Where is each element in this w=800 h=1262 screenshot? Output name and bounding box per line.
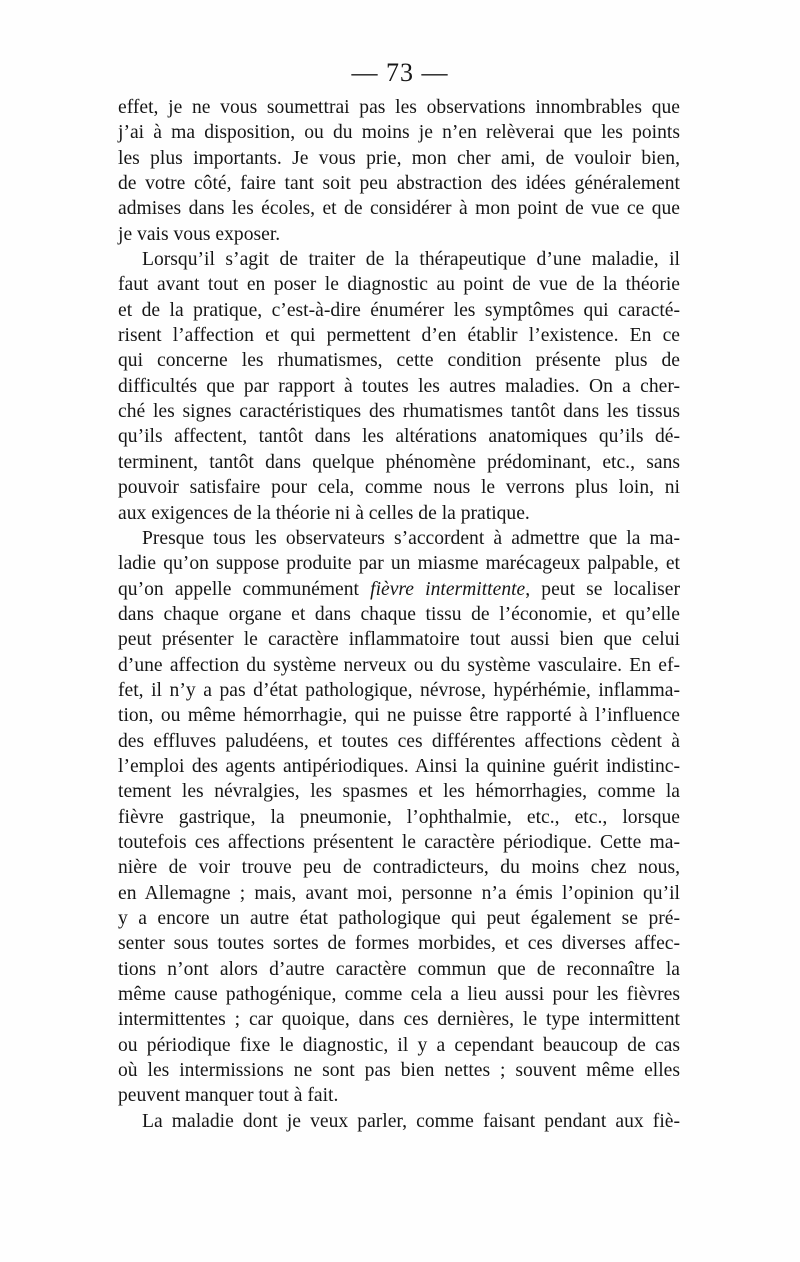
text-line: terminent, tantôt dans quelque phénomène prédominant, etc., sans — [118, 451, 680, 473]
text-line: aux exigences de la théorie ni à celles de la pratique. — [118, 502, 530, 524]
text-line: en Allemagne ; mais, avant moi, personne n’a émis l’opinion qu’il — [118, 882, 680, 904]
text-line: nière de voir trouve peu de contradicteurs, du moins chez nous, — [118, 857, 680, 879]
text-line: j’ai à ma disposition, ou du moins je n’en relèverai que les points — [118, 122, 680, 144]
text-line: tion, ou même hémorrhagie, qui ne puisse être rapporté à l’influence — [118, 705, 680, 727]
paragraph-start-line: Lorsqu’il s’agit de traiter de la thérapeutique d’une maladie, il — [142, 249, 680, 271]
text-line: risent l’affection et qui permettent d’en établir l’existence. En ce — [118, 325, 680, 347]
italic-term: fièvre intermittente — [370, 578, 526, 600]
page-number: — 73 — — [351, 58, 449, 87]
text-line: peuvent manquer tout à fait. — [118, 1085, 339, 1107]
text-line: où les intermissions ne sont pas bien nettes ; souvent même elles — [118, 1060, 680, 1082]
body-text — [118, 95, 680, 1134]
text-line: les plus importants. Je vous prie, mon cher ami, de vouloir bien, — [118, 147, 680, 169]
text-line: effet, je ne vous soumettrai pas les observations innombrables que — [118, 97, 680, 118]
text-line: d’une affection du système nerveux ou du système vasculaire. En ef- — [118, 654, 680, 676]
text-segment: , peut se localiser — [525, 578, 680, 600]
text-line: ladie qu’on suppose produite par un miasme marécageux palpable, et — [118, 553, 680, 575]
text-line: de votre côté, faire tant soit peu abstraction des idées généralement — [118, 173, 680, 195]
paragraph-start-line: Presque tous les observateurs s’accordent à admettre que la ma- — [142, 527, 680, 549]
text-line: difficultés que par rapport à toutes les autres maladies. On a cher- — [118, 375, 680, 397]
text-line-with-italic — [118, 577, 680, 602]
text-line: fet, il n’y a pas d’état pathologique, névrose, hypérhémie, inflamma- — [118, 679, 680, 701]
text-line: admises dans les écoles, et de considérer à mon point de vue ce que — [118, 198, 680, 220]
text-line: dans chaque organe et dans chaque tissu de l’économie, et qu’elle — [118, 603, 680, 625]
text-line: senter sous toutes sortes de formes morbides, et ces diverses affec- — [118, 933, 680, 955]
text-line: je vais vous exposer. — [118, 223, 281, 245]
text-line: faut avant tout en poser le diagnostic au point de vue de la théorie — [118, 274, 680, 296]
text-line: l’emploi des agents antipériodiques. Ainsi la quinine guérit indistinc- — [118, 755, 680, 777]
text-line: tions n’ont alors d’autre caractère commun que de reconnaître la — [118, 958, 680, 980]
text-line: et de la pratique, c’est-à-dire énumérer les symptômes qui caracté- — [118, 299, 680, 321]
text-line: qui concerne les rhumatismes, cette condition présente plus de — [118, 350, 680, 372]
text-line: intermittentes ; car quoique, dans ces dernières, le type intermittent — [118, 1009, 680, 1031]
text-line: pouvoir satisfaire pour cela, comme nous le verrons plus loin, ni — [118, 477, 680, 499]
text-line: tement les névralgies, les spasmes et les hémorrhagies, comme la — [118, 781, 680, 803]
text-line: y a encore un autre état pathologique qui peut également se pré- — [118, 908, 680, 929]
text-line: même cause pathogénique, comme cela a lieu aussi pour les fièvres — [118, 984, 680, 1006]
paragraph-start-line: La maladie dont je veux parler, comme faisant pendant aux fiè- — [142, 1110, 680, 1132]
text-line: ché les signes caractéristiques des rhumatismes tantôt dans les tissus — [118, 401, 680, 423]
text-line: toutefois ces affections présentent le caractère périodique. Cette ma- — [118, 831, 680, 853]
text-line: des effluves paludéens, et toutes ces différentes affections cèdent à — [118, 730, 680, 752]
text-line: ou périodique fixe le diagnostic, il y a cependant beaucoup de cas — [118, 1034, 680, 1056]
text-segment: qu’on appelle communément — [118, 578, 371, 600]
text-line: peut présenter le caractère inflammatoire tout aussi bien que celui — [118, 629, 680, 651]
text-line: qu’ils affectent, tantôt dans les altérations anatomiques qu’ils dé- — [118, 426, 680, 448]
text-line: fièvre gastrique, la pneumonie, l’ophthalmie, etc., etc., lorsque — [118, 806, 680, 828]
